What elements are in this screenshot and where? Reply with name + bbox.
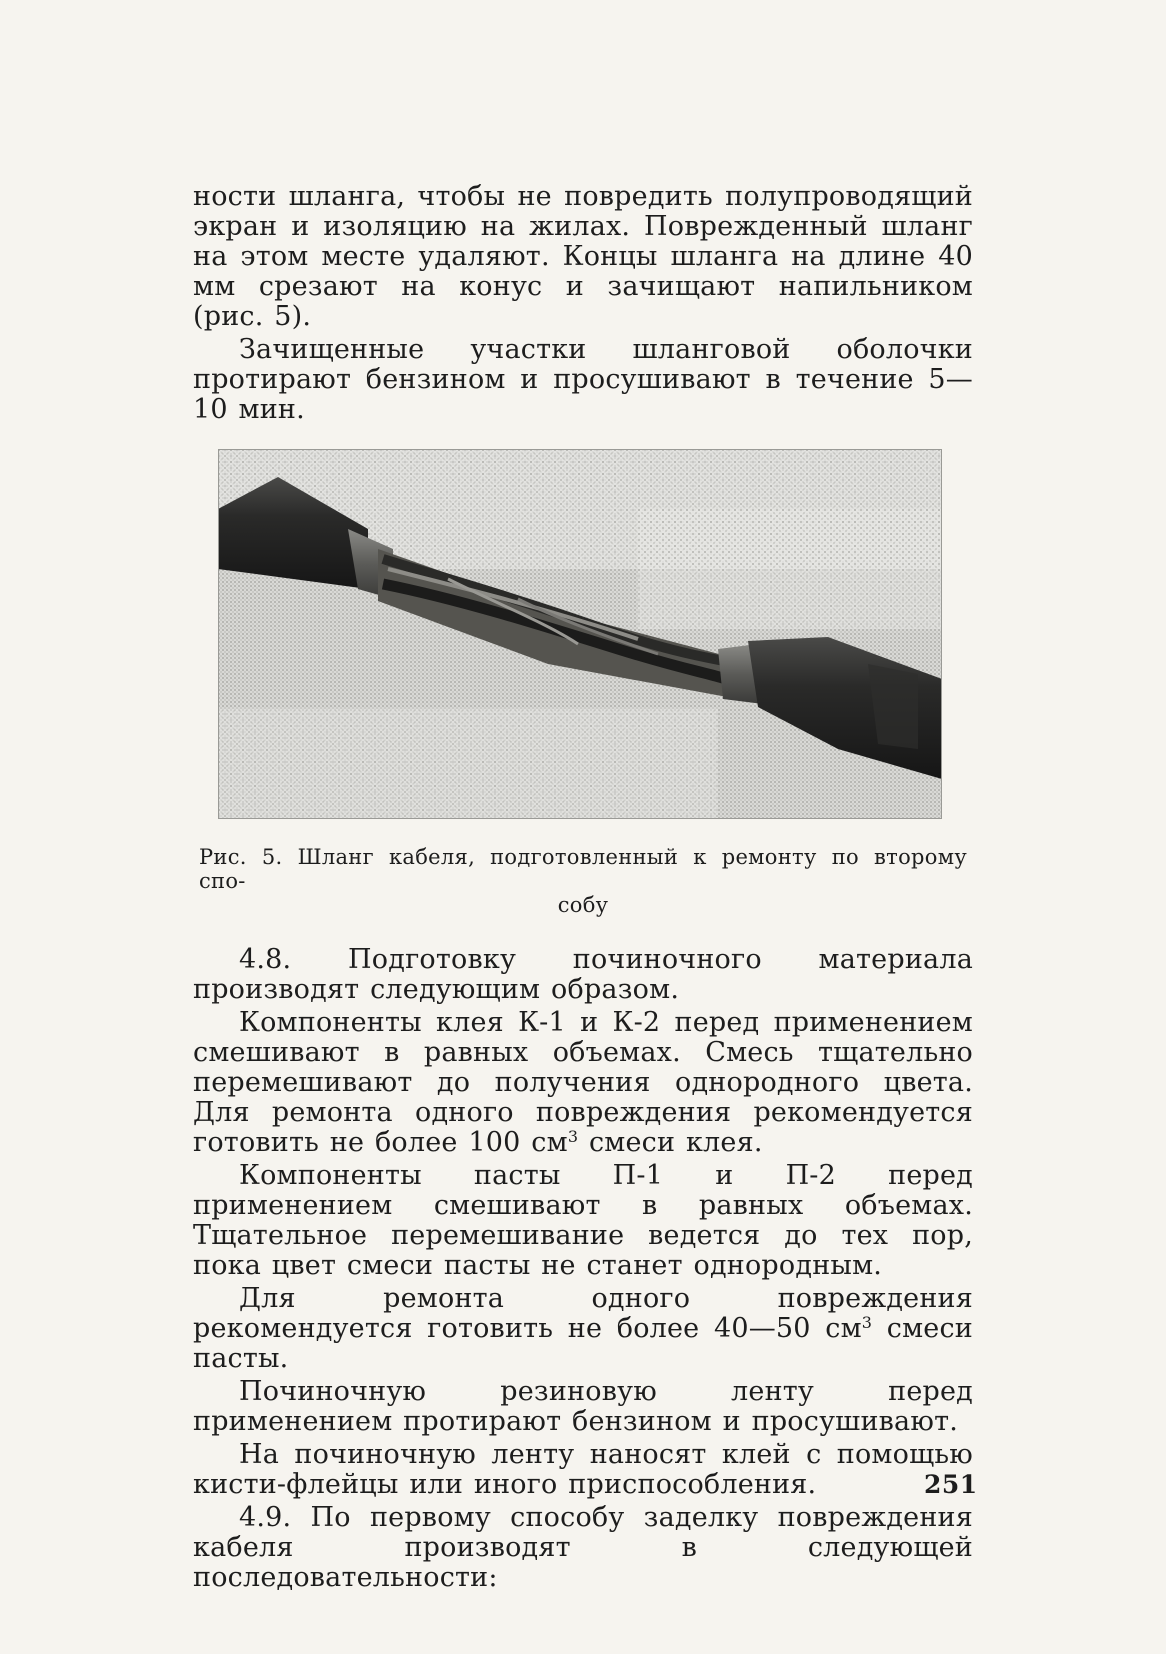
paragraph-4-9: 4.9. По первому способу заделку повреждения кабеля производят в следующей последовательности: [193, 1502, 973, 1593]
paste-text-end: смеси пасты. [193, 1313, 973, 1374]
figure-caption [193, 845, 973, 917]
paragraph-4-8-intro: 4.8. Подготовку починочного материала производят следующим образом. [193, 944, 973, 1005]
glue-superscript: 3 [567, 1127, 579, 1146]
page-content [193, 182, 973, 1596]
page-number: 251 [924, 1470, 978, 1499]
paragraph-glue-components [193, 1008, 973, 1158]
paste-text: Для ремонта одного повреждения рекомендуется готовить не более 40—50 см [193, 1283, 973, 1344]
paragraph-paste-components: Компоненты пасты П-1 и П-2 перед применением смешивают в равных объемах. Тщательное перемешивание ведется до тех пор, пока цвет смеси пасты не станет однородным. [193, 1160, 973, 1281]
caption-line-2: собу [557, 893, 609, 917]
paragraph-paste-amount [193, 1284, 973, 1374]
cable-photo-image [218, 449, 942, 819]
paragraph-rubber-tape: Починочную резиновую ленту перед применением протирают бензином и просушивают. [193, 1376, 973, 1437]
paragraph-continuation: ности шланга, чтобы не повредить полупроводящий экран и изоляцию на жилах. Поврежденный шланг на этом месте удаляют. Концы шланга на длине 40 мм срезают на конус и зачищают напильником (рис. 5). [193, 181, 973, 332]
glue-text: Компоненты клея К-1 и К-2 перед применением смешивают в равных объемах. Смесь тщательно перемешивают до получения однородного цвета. Для ремонта одного повреждения рекомендуется готовить не более 100 см [193, 1007, 973, 1158]
paragraph-cleaning: Зачищенные участки шланговой оболочки протирают бензином и просушивают в течение 5—10 мин. [193, 334, 973, 425]
figure-cable-hose-photo [218, 449, 942, 819]
paragraph-apply-glue: На починочную ленту наносят клей с помощью кисти-флейцы или иного приспособления. [193, 1439, 973, 1500]
caption-line-1: Рис. 5. Шланг кабеля, подготовленный к ремонту по второму спо- [199, 845, 967, 893]
paste-superscript: 3 [861, 1313, 873, 1332]
glue-text-end: смеси клея. [578, 1127, 763, 1158]
